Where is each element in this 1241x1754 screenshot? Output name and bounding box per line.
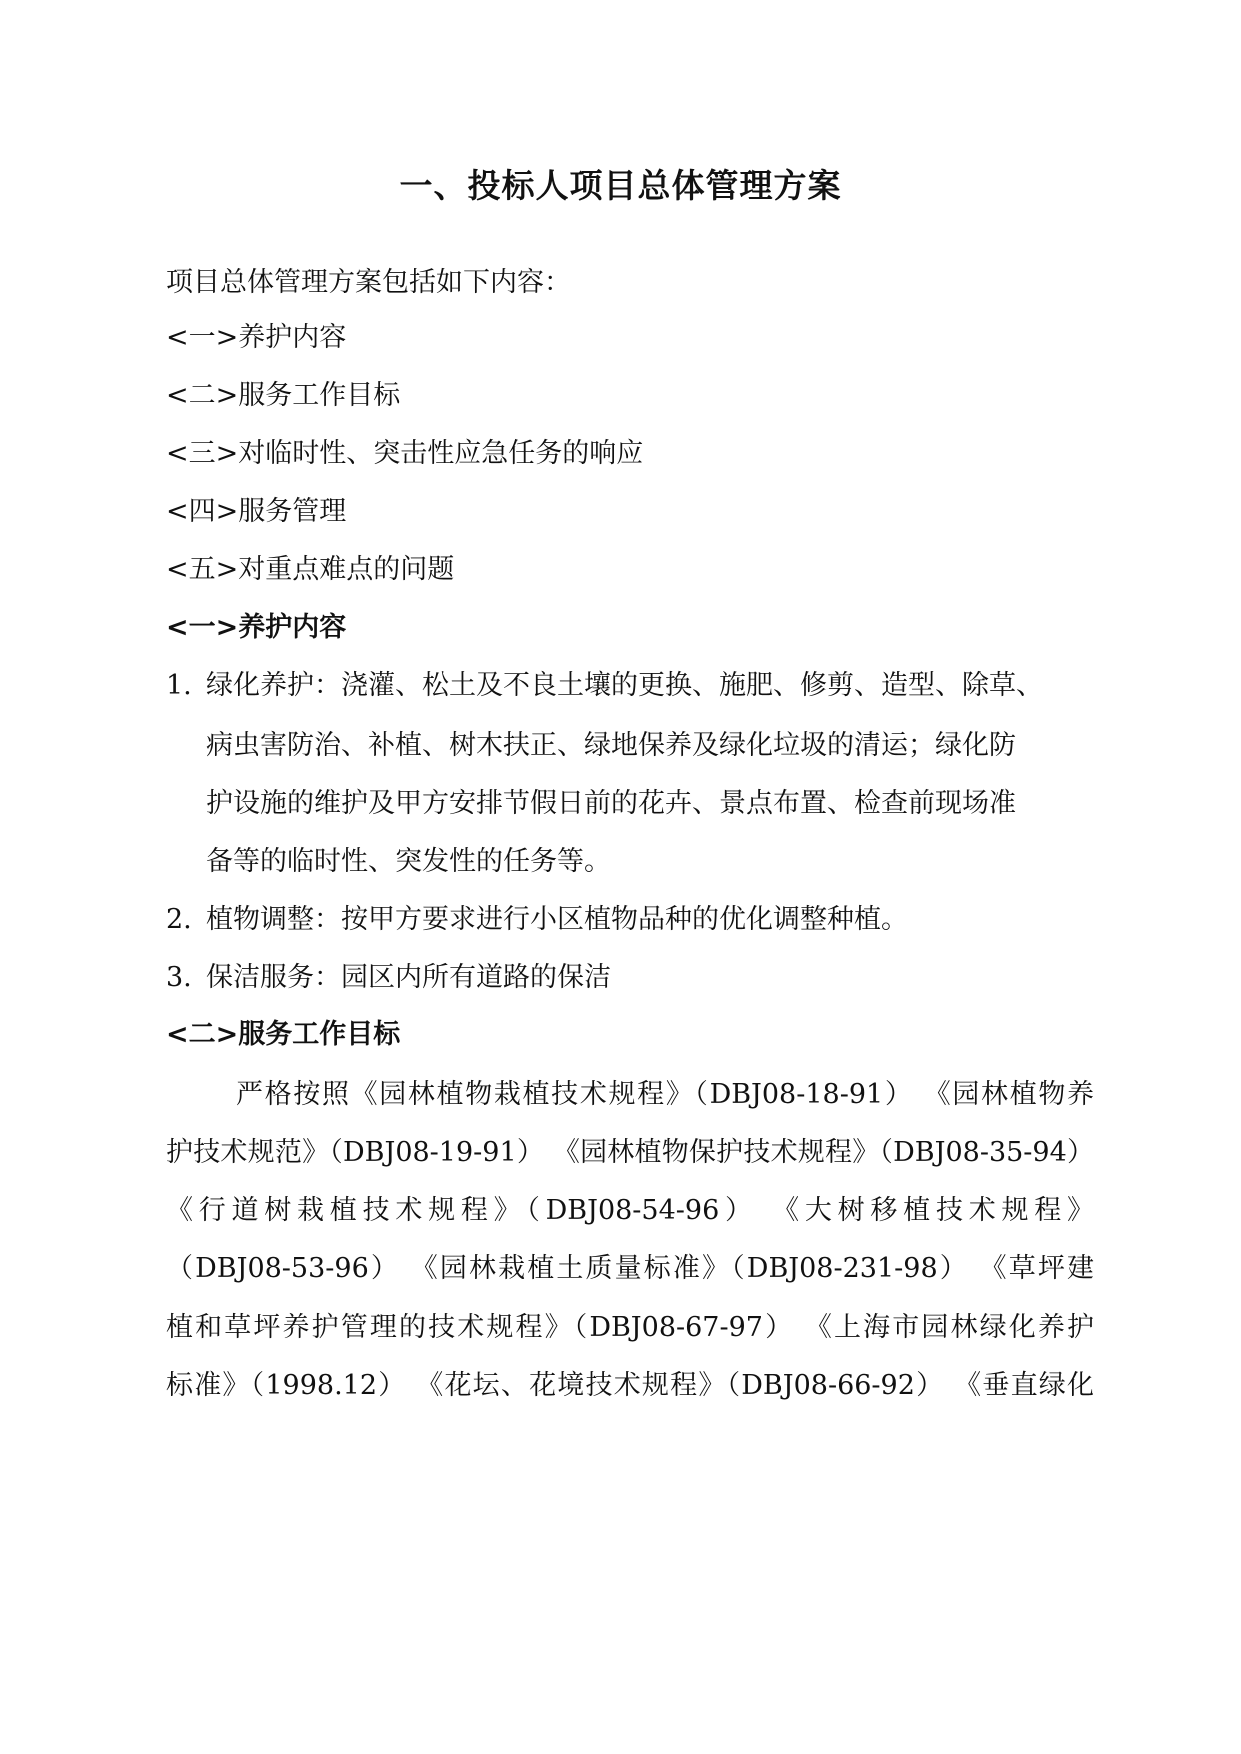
toc-item-2: <二>服务工作目标 (166, 380, 401, 411)
item-2-number: 2. (166, 904, 192, 935)
section2-paragraph-line-1: 严格按照《园林植物栽植技术规程》（DBJ08-18-91） 《园林植物养 (236, 1079, 1094, 1110)
item-3-number: 3. (166, 962, 192, 993)
section2-paragraph-line-2: 护技术规范》（DBJ08-19-91） 《园林植物保护技术规程》（DBJ08-35-94） (166, 1137, 1094, 1168)
intro-text: 项目总体管理方案包括如下内容： (166, 267, 571, 298)
toc-item-5: <五>对重点难点的问题 (166, 554, 455, 585)
item-1-line-1: 绿化养护：浇灌、松土及不良土壤的更换、施肥、修剪、造型、除草、 (206, 670, 1043, 701)
section2-paragraph-line-6: 标准》（1998.12） 《花坛、花境技术规程》（DBJ08-66-92） 《垂直绿化 (166, 1370, 1094, 1401)
item-2-line-1: 植物调整：按甲方要求进行小区植物品种的优化调整种植。 (206, 904, 908, 935)
section2-paragraph-line-3: 《行道树栽植技术规程》（DBJ08-54-96） 《大树移植技术规程》 (166, 1195, 1094, 1226)
section2-paragraph-line-5: 植和草坪养护管理的技术规程》（DBJ08-67-97） 《上海市园林绿化养护 (166, 1312, 1094, 1343)
item-1-line-2: 病虫害防治、补植、树木扶正、绿地保养及绿化垃圾的清运；绿化防 (206, 730, 1016, 761)
item-1-number: 1. (166, 670, 192, 701)
item-1-line-3: 护设施的维护及甲方安排节假日前的花卉、景点布置、检查前现场准 (206, 788, 1016, 819)
section1-heading: <一>养护内容 (166, 612, 347, 643)
section2-heading: <二>服务工作目标 (166, 1019, 401, 1050)
toc-item-3: <三>对临时性、突击性应急任务的响应 (166, 438, 644, 469)
section2-paragraph-line-4: （DBJ08-53-96） 《园林栽植土质量标准》（DBJ08-231-98） 《草坪建 (166, 1253, 1094, 1284)
toc-item-1: <一>养护内容 (166, 322, 347, 353)
item-3-line-1: 保洁服务：园区内所有道路的保洁 (206, 962, 611, 993)
document-title: 一、投标人项目总体管理方案 (399, 166, 842, 205)
toc-item-4: <四>服务管理 (166, 496, 347, 527)
item-1-line-4: 备等的临时性、突发性的任务等。 (206, 846, 611, 877)
